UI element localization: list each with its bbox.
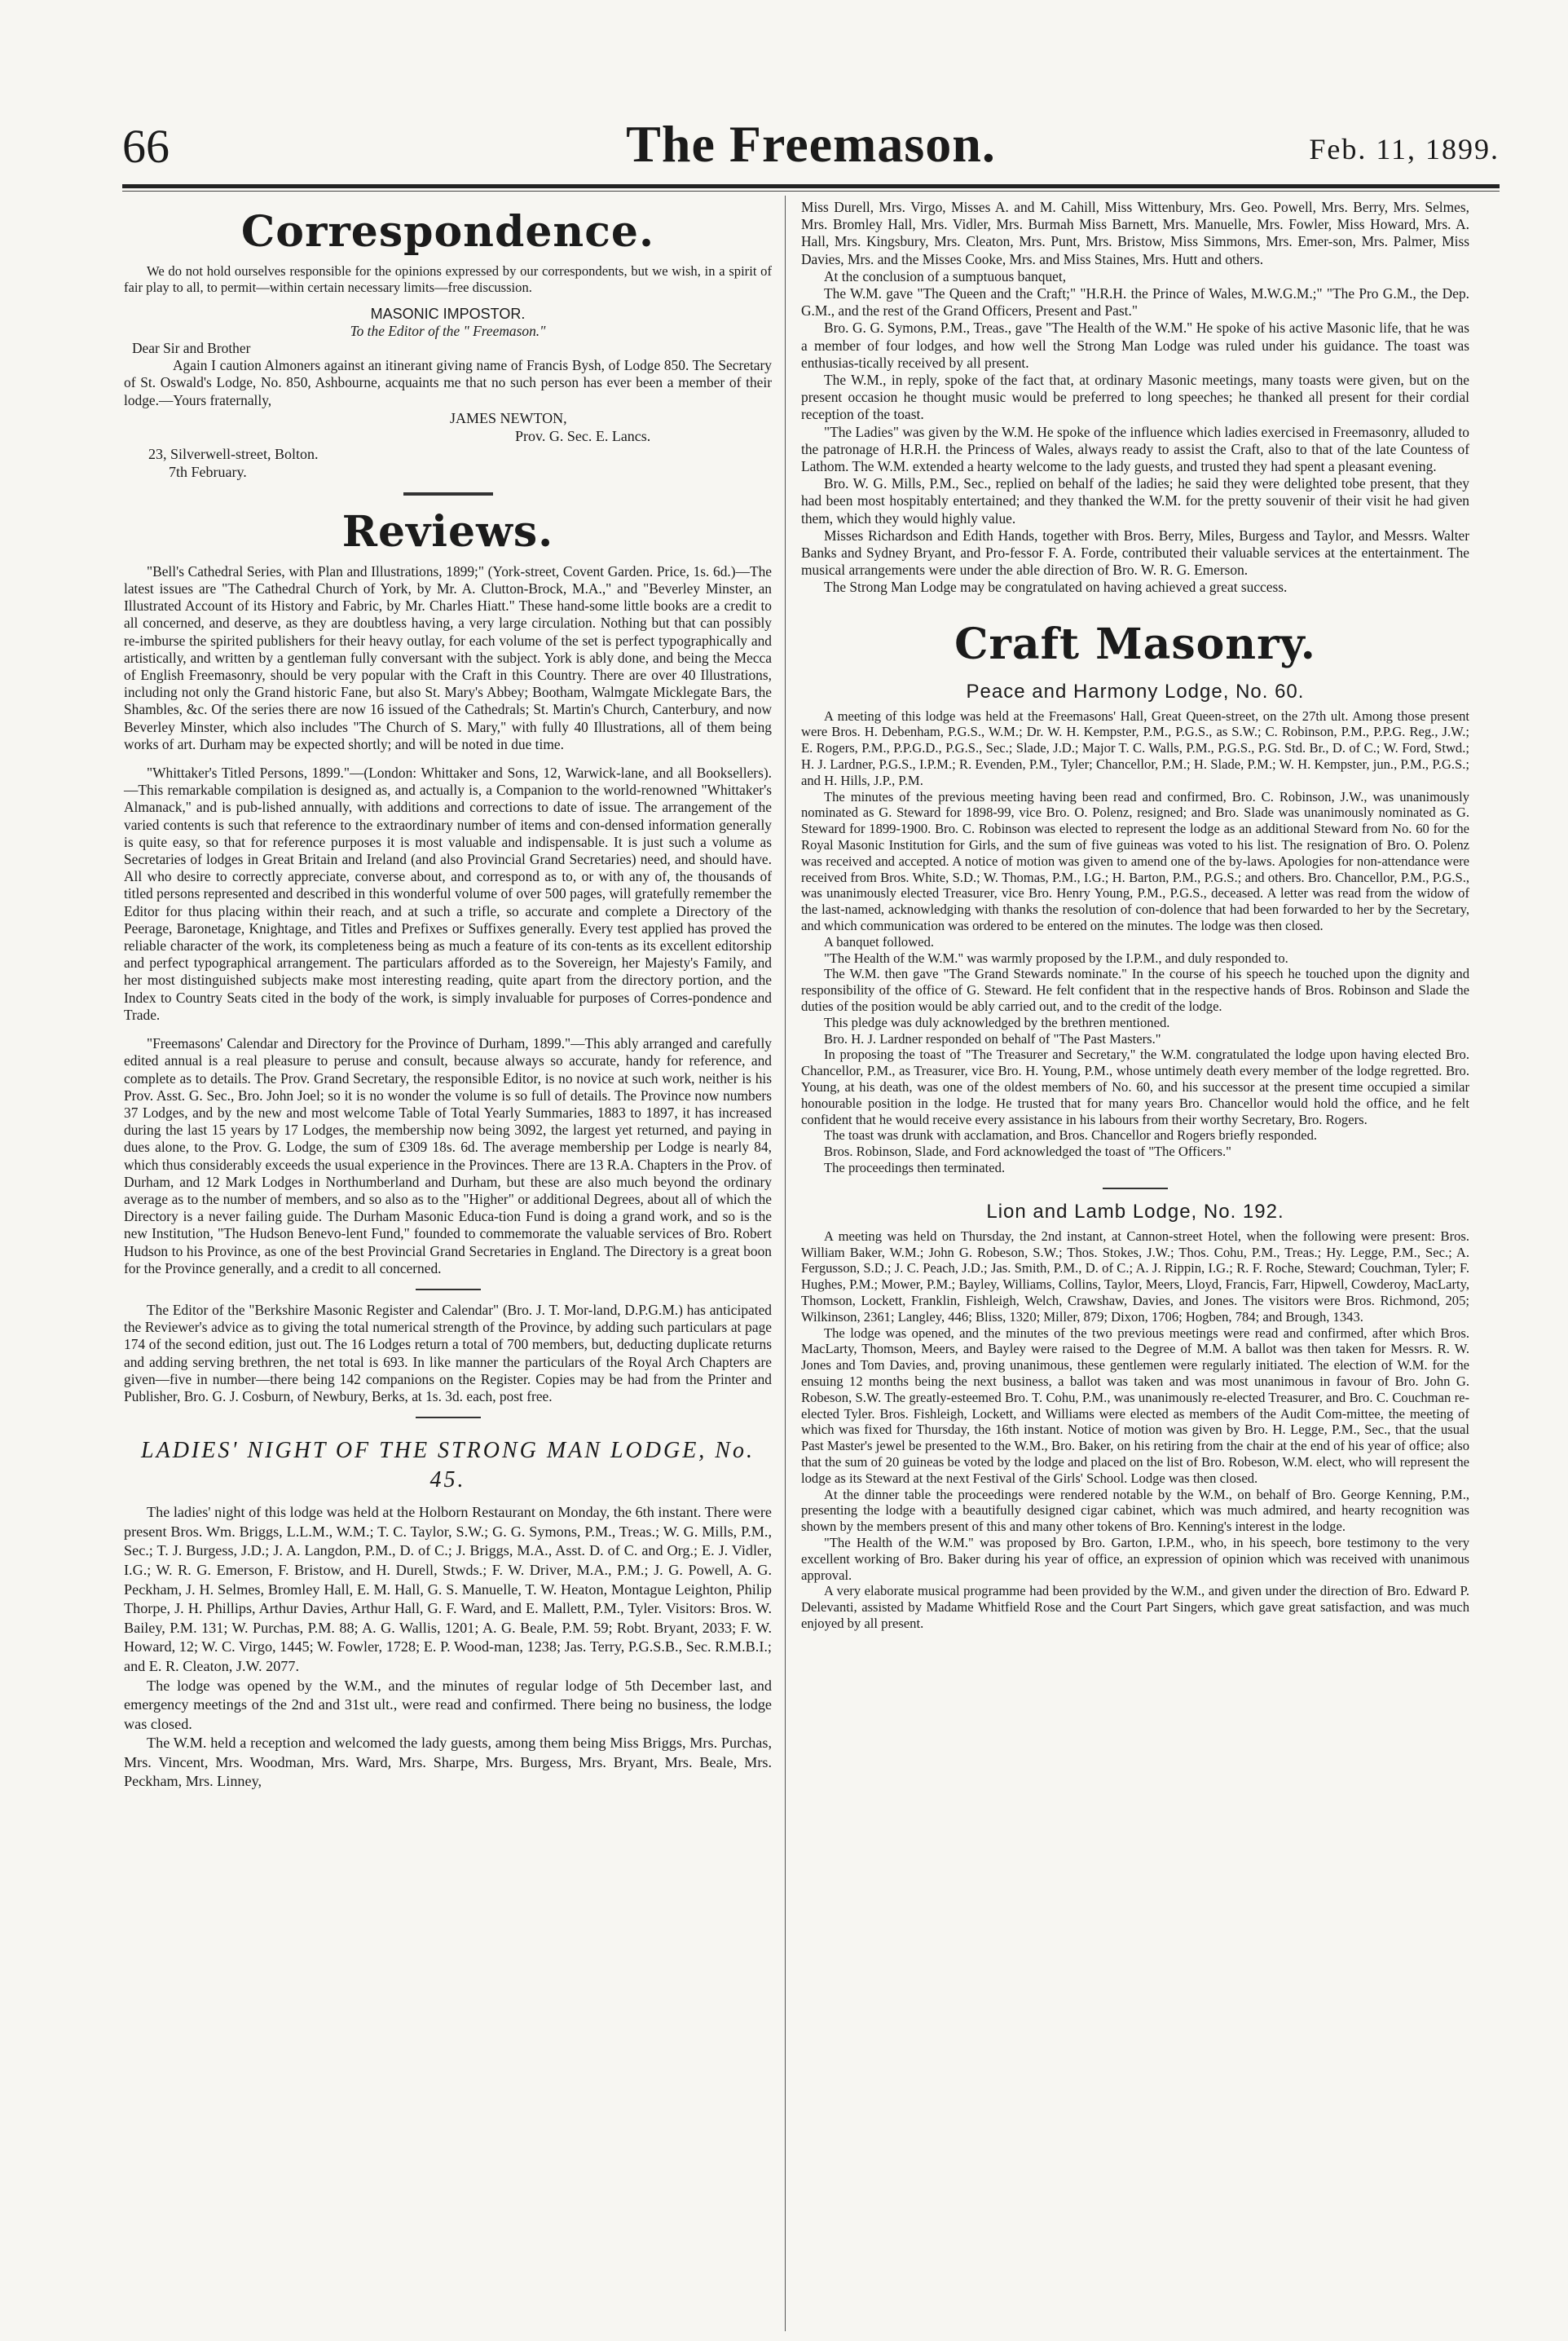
ladies-night-continued: Bro. W. G. Mills, P.M., Sec., replied on behalf of the ladies; he said they were delighted tobe present, that they had been most hospitably entertained; and they thanked the W.M. for the pretty souvenir of their visit he had given them, which they would highly value. <box>801 475 1469 527</box>
lodge-title: Lion and Lamb Lodge, No. 192. <box>986 1200 1284 1223</box>
lodge-title: Peace and Harmony Lodge, No. 60. <box>966 680 1305 703</box>
lodge-report-paragraph: Bros. Robinson, Slade, and Ford acknowledged the toast of "The Officers." <box>824 1144 1231 1160</box>
header-rule <box>122 184 1500 188</box>
lodge-report-paragraph: The lodge was opened, and the minutes of the two previous meetings were read and confirmed, after which Bros. MacLarty, Thomson, Meers, and Bayley were raised to the Degree of M.M. A ballot was then taken for Messrs. R. W. Jones and Tom Davies, and, proving unanimous, these gentlemen were regularly initiated. The election of W.M. for the ensuing 12 months being the next business, a ballot was taken and was most unanimous in favour of Bro. John G. Robeson, S.W. The greatly-esteemed Bro. T. Cohu, P.M., was unanimously re-elected Treasurer, and Bro. C. Couchman re-elected Tyler. Bros. Fishleigh, Lockett, and Williams were elected as members of the Audit Com-mittee, the meeting of which was fixed for Thursday, the 16th instant. Notice of motion was given by Bro. H. Legge, P.M., Sec., that the usual Past Master's jewel be presented to the W.M., Bro. Baker, on his retiring from the chair at the end of his year of office; also that the sum of 20 guineas be voted by the lodge and placed on the list of Bro. Robeson, W.M. elect, who will represent the lodge as its Steward at the next Festival of the Girls' School. Lodge was then closed. <box>801 1325 1469 1486</box>
ladies-night-paragraph: The lodge was opened by the W.M., and the minutes of regular lodge of 5th December last, and emergency meetings of the 2nd and 31st ult., were read and confirmed. There being no business, the lodge was closed. <box>124 1677 772 1732</box>
column-divider <box>785 196 786 2331</box>
letter-date: 7th February. <box>169 463 247 480</box>
correspondence-disclaimer: We do not hold ourselves responsible for the opinions expressed by our correspondents, but we wish, in a spirit of fair play to all, to permit—within certain necessary limits—free discussion. <box>124 263 772 295</box>
review-paragraph: The Editor of the "Berkshire Masonic Register and Calendar" (Bro. J. T. Mor-land, D.P.G.M.) has anticipated the Reviewer's advice as to giving the total numerical strength of the Province, by adding such particulars at page 174 of the second edition, just out. The 16 Lodges return a total of 700 members, but, deducting duplicate returns and adding serving brethren, the net total is 693. In like manner the particulars of the Royal Arch Chapters are given—five in number—there being 142 companions on the Register. Copies may be had from the Printer and Publisher, Bro. G. J. Cosburn, of Newbury, Berks, at 1s. 3d. each, post free. <box>124 1301 772 1404</box>
lion-lamb-report <box>801 1228 1469 1632</box>
ladies-night-continued: Misses Richardson and Edith Hands, together with Bros. Berry, Miles, Burgess and Taylor, and Messrs. Walter Banks and Sydney Bryant, and Pro-fessor F. A. Forde, contributed their valuable services at the entertainment. The musical arrangements were under the able direction of Bro. W. R. G. Emerson. <box>801 527 1469 579</box>
lodge-report-paragraph: The minutes of the previous meeting having been read and confirmed, Bro. C. Robinson, J.W., was unanimously nominated as G. Steward for 1898-99, vice Bro. O. Polenz, resigned; and Bro. Slade was unanimously nominated as G. Steward for 1899-1900. Bro. C. Robinson was elected to represent the lodge as an additional Steward from No. 60 for the Royal Masonic Institution for Girls, and the sum of five guineas was voted to his list. The resignation of Bro. O. Polenz was received and accepted. A notice of motion was given to amend one of the by-laws. Apologies for non-attendance were received from Bros. White, S.D.; W. Thomas, P.M., I.G.; H. Barton, P.M., P.G.S.; and others. Bro. Chancellor, P.M., P.G.S., was unanimously elected Treasurer, vice Bro. Henry Young, P.M., P.G.S., deceased. A letter was read from the widow of the last-named, acknowledging with thanks the resolution of con-dolence that had been forwarded to her by the Secretary, and which communication was ordered to be entered on the minutes. The lodge was then closed. <box>801 788 1469 934</box>
lodge-report-paragraph: A banquet followed. <box>824 933 935 950</box>
ladies-night-paragraph: The W.M. held a reception and welcomed the lady guests, among them being Miss Briggs, Mrs. Purchas, Mrs. Vincent, Mrs. Woodman, Mrs. Ward, Mrs. Sharpe, Mrs. Burgess, Mrs. Bryant, Mrs. Beale, Mrs. Peckham, Mrs. Linney, <box>124 1735 772 1790</box>
ladies-night-continued: The W.M. gave "The Queen and the Craft;" "H.R.H. the Prince of Wales, M.W.G.M.;" "The Pro G.M., the Dep. G.M., and the rest of the Grand Officers, Present and Past." <box>801 285 1469 320</box>
page-number: 66 <box>122 120 170 173</box>
right-column <box>801 199 1469 1632</box>
letter-title: MASONIC IMPOSTOR. <box>370 305 526 322</box>
lodge-report-paragraph: A very elaborate musical programme had been provided by the W.M., and given under the direction of Bro. Edward P. Delevanti, assisted by Madame Whitfield Rose and the Court Part Singers, which gave great satisfaction, and was much enjoyed by all present. <box>801 1583 1469 1631</box>
peace-harmony-report <box>801 708 1469 1176</box>
lodge-report-paragraph: A meeting of this lodge was held at the Freemasons' Hall, Great Queen-street, on the 27th ult. Among those present were Bros. H. Debenham, P.G.S., W.M.; Dr. W. H. Kempster, P.M., P.G.S., as S.W.; C. Robinson, P.M., P.P.G. Reg., J.W.; E. Rogers, P.M., P.P.G.D., P.G.S., Sec.; Slade, J.D.; Major T. C. Walls, P.M., P.G.S., P.G. Std. Br., D. of C.; W. Ford, Stwd.; H. J. Lardner, P.G.S., I.P.M.; R. Evenden, P.M., Tyler; Chancellor, P.M.; H. Slade, P.M.; W. H. Kempster, jun., P.M., P.G.S.; and H. Hills, J.P., P.M. <box>801 708 1469 788</box>
masthead-title: The Freemason. <box>626 115 996 173</box>
letter-signature-title: Prov. G. Sec. E. Lancs. <box>515 427 651 444</box>
ladies-night-continued: "The Ladies" was given by the W.M. He spoke of the influence which ladies exercised in Freemasonry, alluded to the patronage of H.R.H. the Princess of Wales, always ready to assist the Craft, also to that of the late Countess of Lathom. The W.M. extended a hearty welcome to the lady guests, and trusted they had spent a pleasant evening. <box>801 423 1469 475</box>
lodge-report-paragraph: The proceedings then terminated. <box>824 1159 1006 1175</box>
lodge-report-paragraph: This pledge was duly acknowledged by the brethren mentioned. <box>824 1014 1170 1030</box>
section-divider <box>1103 1188 1168 1189</box>
letter-address: 23, Silverwell-street, Bolton. <box>148 445 319 462</box>
review-paragraph: "Whittaker's Titled Persons, 1899."—(London: Whittaker and Sons, 12, Warwick-lane, and all Booksellers).—This remarkable compilation is designed as, and actually is, a Companion to the world-renowned "Whittaker's Almanack," and is pub-lished annually, with additions and corrections to date of issue. The arrangement of the varied contents is such that reference to the extraordinary number of items and con-densed information generally is quite easy, so that for reference purposes it is most valuable and indispensable. It is just such a volume as Secretaries of lodges in Great Britain and Ireland (and also Provincial Grand Secretaries) need, and should have. All who desire to correctly appreciate, converse about, and correspond as to, or with any of, the thousands of titled persons represented and described in this wonderful volume of over 500 pages, will gratefully remember the Editor for thus placing within their reach, and at such a trifle, so accurate and complete a Directory of the Peerage, Baronetage, Knightage, and Titles and Prefixes or Suffixes generally. Every test applied has proved the reliable character of the work, its completeness being as much a feature of its con-tents as its excellent editorship and perfect typographical arrangement. The particulars afforded as to the Sovereign, her Majesty's Family, and her most distinguished subjects make most interesting reading, quite apart from the directory portion, and the Index to Country Seats cited in the body of the work, is simply invaluable for purposes of Corres-pondence and Trade. <box>124 765 772 1023</box>
ladies-night-heading: LADIES' NIGHT OF THE STRONG MAN LODGE, No. 45. <box>141 1438 755 1493</box>
issue-date: Feb. 11, 1899. <box>1309 133 1500 165</box>
section-divider <box>416 1417 481 1418</box>
section-divider <box>416 1289 481 1290</box>
review-paragraph: "Freemasons' Calendar and Directory for the Province of Durham, 1899."—This ably arranged and carefully edited annual is a real pleasure to peruse and consult, because always so accurate, handy for reference, and complete as to details. The Prov. Grand Secretary, the responsible Editor, is no novice at such work, neither is his Prov. Asst. G. Sec., Bro. John Joel; so it is no wonder the volume is so full of details. The Province now numbers 37 Lodges, and by the new and most welcome Table of Total Yearly Summaries, 1883 to 1897, it has increased during the last 15 years by 17 Lodges, the membership now being 3092, the largest yet returned, and paying in dues alone, to the Prov. G. Lodge, the sum of £309 18s. 6d. The average membership per Lodge is nearly 84, which thus considerably exceeds the usual experience in the Provinces. There are 13 R.A. Chapters in the Prov. of Durham, and 12 Mark Lodges in Northumberland and Durham, but these are also much beyond the ordinary average as to the number of members, and so also as to the "Higher" or additional Degrees, about all of which the Directory is a never failing guide. The Durham Masonic Educa-tion Fund is doing a grand work, and so is the new Institution, "The Hudson Benevo-lent Fund," founded to commemorate the valuable services of Bro. Robert Hudson to his Province, as one of the best Provincial Grand Secretaries in England. The Directory is a great boon for the Province generally, and a credit to all concerned. <box>124 1035 772 1276</box>
correspondence-heading: Correspondence. <box>240 207 655 257</box>
lodge-report-paragraph: "The Health of the W.M." was warmly proposed by the I.P.M., and duly responded to. <box>824 950 1288 966</box>
section-divider <box>403 492 493 496</box>
lodge-report-paragraph: At the dinner table the proceedings were rendered notable by the W.M., on behalf of Bro. George Kenning, P.M., presenting the lodge with a beautifully designed cigar cabinet, which was much admired, and hearty recognition was shown by the members present of this and many other tokens of Bro. Kenning's interest in the lodge. <box>801 1486 1469 1535</box>
letter-addressee: To the Editor of the " Freemason." <box>350 322 546 339</box>
ladies-night-continued: The W.M., in reply, spoke of the fact that, at ordinary Masonic meetings, many toasts were given, but on the present occasion he thought music would be preferred to long speeches; he thanked all present for their cordial reception of the toast. <box>801 372 1469 423</box>
ladies-night-continued: At the conclusion of a sumptuous banquet, <box>824 267 1067 284</box>
left-column <box>124 199 772 1792</box>
letter-salutation: Dear Sir and Brother <box>132 340 251 356</box>
ladies-night-continued: Miss Durell, Mrs. Virgo, Misses A. and M. Cahill, Miss Wittenbury, Mrs. Geo. Powell, Mrs. Berry, Mrs. Selmes, Mrs. Bromley Hall, Mrs. Vidler, Mrs. Burmah Miss Barnett, Mrs. Manuelle, Mrs. Fowler, Miss Howard, Mrs. A. Hall, Mrs. Kingsbury, Mrs. Cleaton, Mrs. Punt, Mrs. Bristow, Miss Simmons, Mrs. Emer-son, Mrs. Palmer, Miss Davies, Mrs. and the Misses Cooke, Mrs. and Miss Staines, Mrs. Hutt and others. <box>801 199 1469 267</box>
ladies-night-paragraph: The ladies' night of this lodge was held at the Holborn Restaurant on Monday, the 6th instant. There were present Bros. Wm. Briggs, L.L.M., W.M.; T. C. Taylor, S.W.; G. G. Symons, P.M., Treas.; W. G. Mills, P.M., Sec.; T. J. Burgess, J.D.; J. A. Langdon, P.M., D. of C.; J. Briggs, M.A., Asst. D. of C. and Org.; E. J. Vidler, I.G.; W. R. G. Emerson, F. Bristow, and H. Durell, Stwds.; F. W. Driver, M.A., P.M.; J. G. Powell, A. G. Peckham, J. H. Selmes, Bromley Hall, E. M. Hall, G. S. Manuelle, T. W. Heaton, Montague Leighton, Philip Thorpe, J. H. Phillips, Arthur Davies, Arthur Hall, G. F. Ward, and E. Mallett, P.M., Tyler. Visitors: Bros. W. Bailey, P.M. 131; W. Purchas, P.M. 88; A. G. Wallis, 1201; A. G. Beale, P.M. 59; Robt. Bryant, 2033; F. W. Howard, 12; W. C. Virgo, 1445; W. Fowler, 1728; E. P. Wood-man, 1238; Jas. Terry, P.G.S.B., Sec. R.M.B.I.; and E. R. Cleaton, J.W. 2077. <box>124 1504 772 1674</box>
craft-masonry-heading: Craft Masonry. <box>954 619 1316 669</box>
lodge-report-paragraph: "The Health of the W.M." was proposed by Bro. Garton, I.P.M., who, in his speech, bore testimony to the very excellent working of Bro. Baker during his year of office, an expression of opinion which was received with unanimous approval. <box>801 1534 1469 1583</box>
letter-body: Again I caution Almoners against an itinerant giving name of Francis Bysh, of Lodge 850. The Secretary of St. Oswald's Lodge, No. 850, Ashbourne, acquaints me that no such person has ever been a member of their lodge.—Yours fraternally, <box>124 357 772 408</box>
review-paragraph: "Bell's Cathedral Series, with Plan and Illustrations, 1899;" (York-street, Covent Garden. Price, 1s. 6d.)—The latest issues are "The Cathedral Church of York, by Mr. A. Clutton-Brock, M.A.," and "Beverley Minster, an Illustrated Account of its History and Fabric, by Mr. Charles Hiatt." These hand-some little books are a credit to all concerned, and deserve, as they are doubtless having, a very large circulation. Nothing but that can possibly re-imburse the spirited publishers for their heavy outlay, for each volume of the set is perfect typographically and artistically, and written by a gentleman fully conversant with the subject. York is ably done, and being the Mecca of English Freemasonry, should be very popular with the Craft in this Country. There are over 40 Illustrations, including not only the Grand historic Fane, but also St. Mary's Abbey; Bootham, Walmgate Micklegate Bars, the Shambles, &c. Of the series there are now 16 issued of the Cathedrals; St. Martin's Church, Canterbury, and now Beverley Minster, which also includes "The Church of S. Mary," with fully 40 Illustrations, all of them being works of art. Durham may be expected shortly; and will be noted in due time. <box>124 562 772 752</box>
lodge-report-paragraph: Bro. H. J. Lardner responded on behalf of "The Past Masters." <box>824 1030 1161 1047</box>
lodge-report-paragraph: The W.M. then gave "The Grand Stewards nominate." In the course of his speech he touched upon the dignity and responsibility of the office of G. Steward. He felt confident that in the respective hands of Bros. Robinson and Slade the duties of the position would be ably carried out, and to the credit of the lodge. <box>801 966 1469 1015</box>
ladies-night-continued: Bro. G. G. Symons, P.M., Treas., gave "The Health of the W.M." He spoke of his active Masonic life, that he was a member of four lodges, and how well the Strong Man Lodge was ruled under his guidance. The toast was enthusias-tically received by all present. <box>801 320 1469 371</box>
lodge-report-paragraph: The toast was drunk with acclamation, and Bros. Chancellor and Rogers briefly responded. <box>824 1127 1318 1144</box>
page-header <box>122 114 1500 183</box>
lodge-report-paragraph: In proposing the toast of "The Treasurer and Secretary," the W.M. congratulated the lodge upon having elected Bro. Chancellor, P.M., as Treasurer, vice Bro. H. Young, P.M., whose untimely death every member of the lodge regretted. Bro. Young, at his death, was one of the oldest members of No. 60, and his successor at the present time occupied a similar honourable position in the lodge. He trusted that for many years Bro. Chancellor would hold the office, and he felt confident that he would receive every assistance in his labours from their worthy Secretary, Bro. Rogers. <box>801 1047 1469 1127</box>
header-rule-thin <box>122 191 1500 192</box>
lodge-report-paragraph: A meeting was held on Thursday, the 2nd instant, at Cannon-street Hotel, when the following were present: Bros. William Baker, W.M.; John G. Robeson, S.W.; Thos. Stokes, J.W.; Thos. Cohu, P.M., Treas.; Hy. Legge, P.M., Sec.; A. Fergusson, S.D.; J. C. Peach, J.D.; Jas. Smith, P.M., D. of C.; A. J. Rippin, I.G.; R. F. Roche, Steward; Couchman, Tyler; F. Hughes, P.M.; Mower, P.M.; Bayley, Williams, Collins, Taylor, Meers, Lloyd, Francis, Farr, Hipwell, Cowderoy, MacLarty, Thomson, Lockett, Franklin, Fishleigh, Welch, Crawshaw, Davies, and Jones. The visitors were Bros. Richmond, 205; Wilkinson, 2361; Langley, 446; Bliss, 1320; Miller, 879; Dixon, 1706; Hogben, 784; and Brough, 1343. <box>801 1228 1469 1325</box>
ladies-night-continued: The Strong Man Lodge may be congratulated on having achieved a great success. <box>824 579 1288 596</box>
reviews-heading: Reviews. <box>341 506 554 557</box>
letter-signature-name: JAMES NEWTON, <box>450 409 567 426</box>
